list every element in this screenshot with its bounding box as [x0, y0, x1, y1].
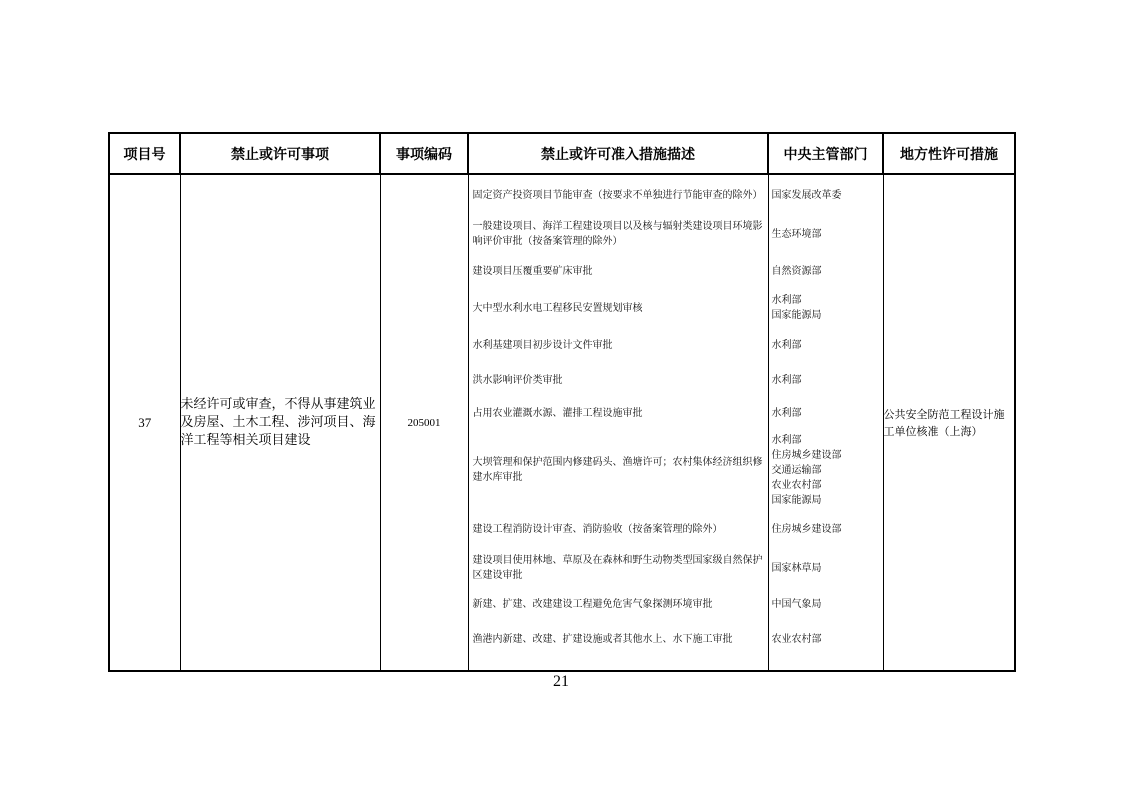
measure-text: 新建、扩建、改建建设工程避免危害气象探测环境审批	[472, 599, 713, 610]
dept-name: 水利部	[771, 408, 802, 419]
row-item: 未经许可或审查，不得从事建筑业及房屋、土木工程、涉河项目、海洋工程等相关项目建设	[180, 174, 380, 671]
header-measures: 禁止或许可准入措施描述	[468, 133, 768, 174]
header-local: 地方性许可措施	[883, 133, 1015, 174]
dept-name: 交通运输部	[771, 464, 822, 476]
measure-text: 建设项目使用林地、草原及在森林和野生动物类型国家级自然保护区建设审批	[472, 555, 763, 581]
header-item: 禁止或许可事项	[180, 133, 380, 174]
depts-cell	[768, 174, 883, 671]
header-dept: 中央主管部门	[768, 133, 883, 174]
dept-group	[769, 588, 883, 621]
measure-item	[469, 253, 768, 289]
permit-table	[108, 132, 1016, 672]
dept-name: 国家能源局	[771, 494, 822, 506]
measure-item	[469, 215, 768, 253]
dept-group	[769, 397, 883, 430]
dept-group	[769, 215, 883, 253]
dept-name: 水利部	[771, 434, 802, 446]
measure-item	[469, 175, 768, 215]
measure-item	[469, 363, 768, 397]
dept-name: 水利部	[771, 295, 802, 306]
row-code: 205001	[380, 174, 468, 671]
page-number: 21	[553, 673, 569, 690]
dept-name: 水利部	[771, 339, 802, 351]
measure-item	[469, 510, 768, 548]
measure-text: 大坝管理和保护范围内修建码头、渔塘许可；农村集体经济组织修建水库审批	[472, 457, 763, 483]
dept-group	[769, 548, 883, 588]
dept-name: 农业农村部	[771, 633, 822, 645]
dept-name: 农业农村部	[771, 479, 822, 491]
measure-item	[469, 289, 768, 327]
measures-cell	[468, 174, 768, 671]
dept-group	[769, 327, 883, 363]
measure-item	[469, 397, 768, 430]
row-id: 37	[109, 174, 180, 671]
measure-text: 渔港内新建、改建、扩建设施或者其他水上、水下施工审批	[472, 633, 733, 645]
measure-text: 占用农业灌溉水源、灌排工程设施审批	[472, 408, 643, 419]
measure-item	[469, 588, 768, 621]
measure-text: 水利基建项目初步设计文件审批	[472, 339, 613, 351]
table-row	[109, 174, 1015, 671]
dept-group	[769, 621, 883, 657]
depts-list	[769, 175, 883, 657]
dept-name: 国家能源局	[771, 310, 822, 321]
measure-text: 一般建设项目、海洋工程建设项目以及核与辐射类建设项目环境影响评价审批（按备案管理的除外）	[472, 221, 763, 247]
header-row	[109, 133, 1015, 174]
dept-name: 中国气象局	[771, 599, 822, 610]
measure-text: 大中型水利水电工程移民安置规划审核	[472, 302, 643, 314]
dept-group	[769, 510, 883, 548]
measure-text: 建设工程消防设计审查、消防验收（按备案管理的除外）	[472, 523, 723, 535]
dept-group	[769, 175, 883, 215]
dept-group	[769, 289, 883, 327]
dept-group	[769, 253, 883, 289]
measure-item	[469, 548, 768, 588]
dept-name: 国家发展改革委	[771, 189, 842, 201]
dept-name: 自然资源部	[771, 265, 822, 277]
header-id: 项目号	[109, 133, 180, 174]
header-code: 事项编码	[380, 133, 468, 174]
measure-item	[469, 621, 768, 657]
dept-group	[769, 430, 883, 510]
dept-name: 国家林草局	[771, 562, 822, 574]
measure-item	[469, 327, 768, 363]
dept-name: 住房城乡建设部	[771, 449, 842, 461]
row-local: 公共安全防范工程设计施工单位核准（上海）	[883, 174, 1015, 671]
dept-name: 生态环境部	[771, 228, 822, 240]
measure-item	[469, 430, 768, 510]
measures-list	[469, 175, 768, 657]
dept-name: 水利部	[771, 374, 802, 386]
measure-text: 固定资产投资项目节能审查（按要求不单独进行节能审查的除外）	[472, 189, 763, 201]
measure-text: 建设项目压覆重要矿床审批	[472, 265, 593, 277]
measure-text: 洪水影响评价类审批	[472, 374, 563, 386]
dept-name: 住房城乡建设部	[771, 523, 842, 535]
dept-group	[769, 363, 883, 397]
